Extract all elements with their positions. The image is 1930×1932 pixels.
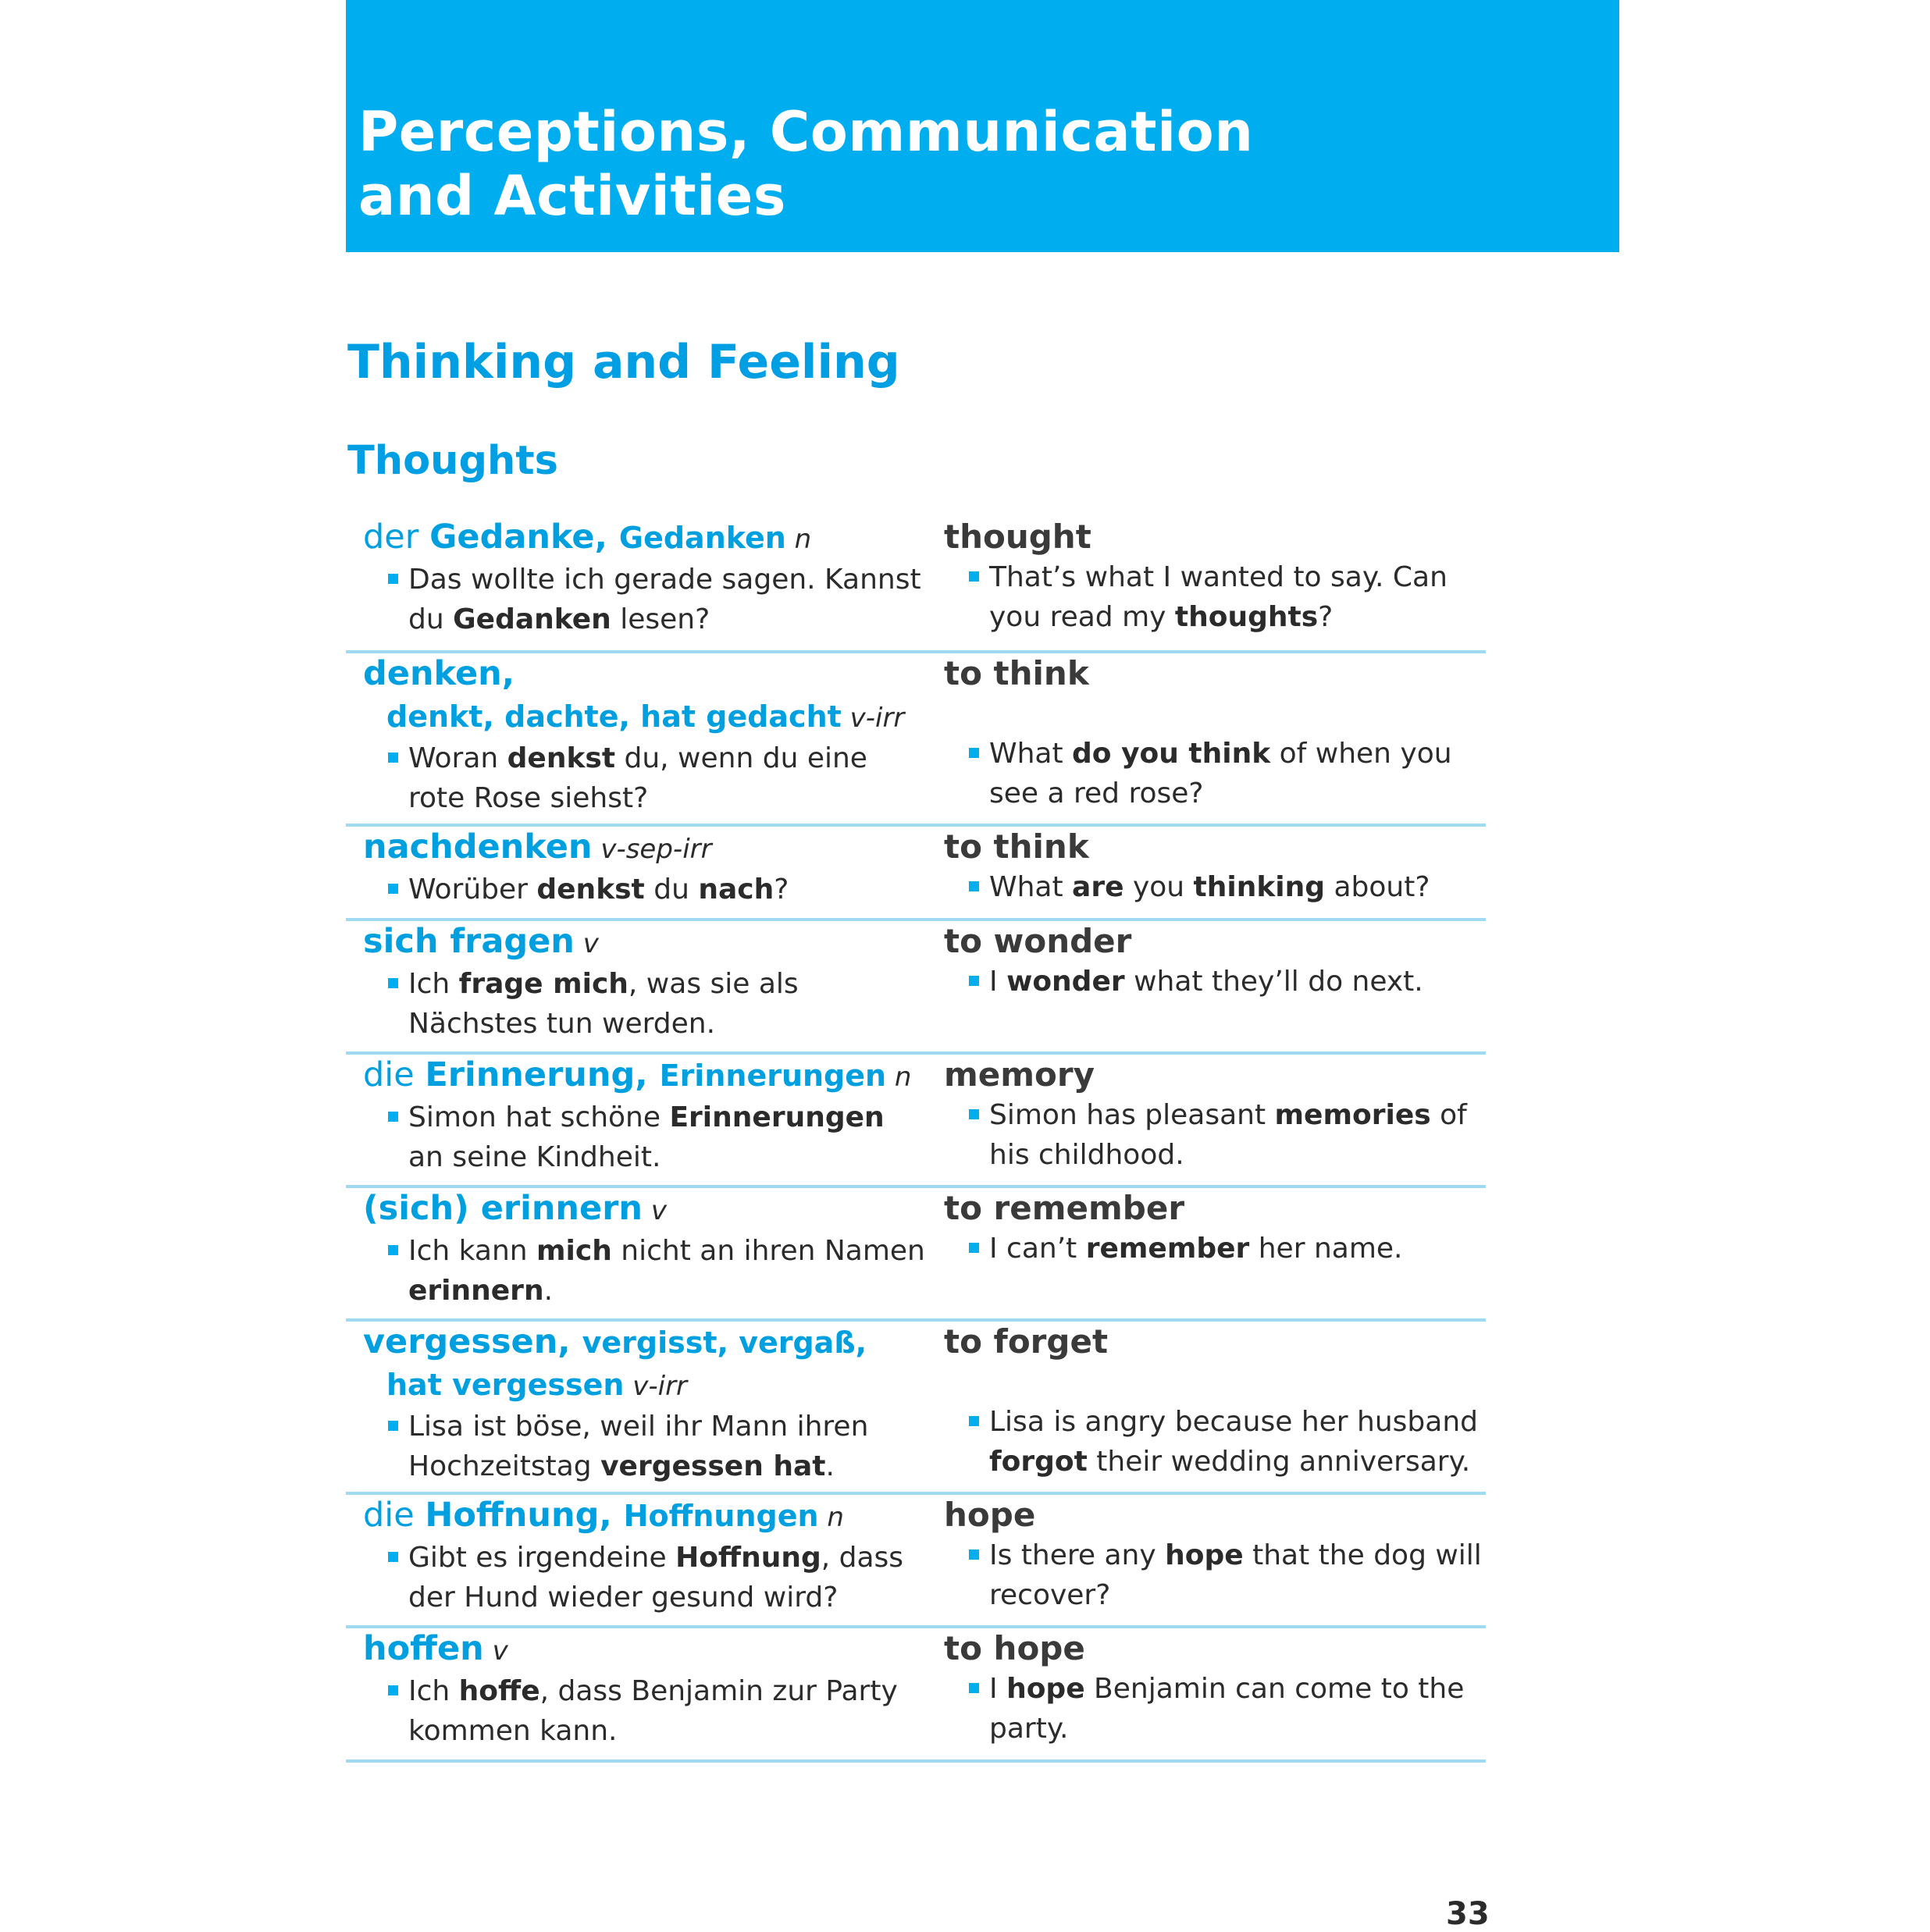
example-highlight: remember — [1085, 1233, 1250, 1265]
bullet-square-icon — [388, 884, 398, 894]
bullet-square-icon — [969, 1550, 979, 1560]
bullet-square-icon — [969, 748, 979, 758]
example-text: , dass Benjamin zur Party kommen kann. — [408, 1675, 898, 1747]
example-text: Ich — [408, 1675, 459, 1707]
english-column — [944, 921, 1486, 1002]
example-text: Simon hat schöne — [408, 1101, 670, 1133]
inflected-forms: vergisst, vergaß, — [582, 1325, 867, 1360]
chapter-title-line-2: and Activities — [358, 164, 786, 228]
example-text: ? — [1318, 601, 1334, 633]
vocab-entry — [346, 653, 1486, 827]
german-headword — [363, 517, 925, 560]
example-highlight: mich — [536, 1235, 612, 1267]
example-text: of when you see a red rose? — [989, 738, 1452, 809]
example-highlight: frage mich — [458, 968, 628, 1000]
part-of-speech: n — [818, 1502, 844, 1533]
english-translation: to remember — [944, 1189, 1185, 1227]
example-text: That’s what I wanted to say. Can you read my — [989, 561, 1448, 633]
example-text: nicht an ihren Namen — [611, 1235, 925, 1267]
subsection-title: Thoughts — [347, 438, 558, 484]
german-example — [363, 1407, 925, 1486]
page-number: 33 — [1446, 1896, 1490, 1932]
example-text: I can’t — [989, 1233, 1086, 1265]
example-text: What — [989, 738, 1073, 770]
german-headword — [363, 1628, 925, 1671]
english-example — [944, 867, 1486, 907]
german-column — [363, 1188, 925, 1311]
english-example — [944, 557, 1486, 637]
german-example — [363, 1098, 925, 1177]
german-headword — [363, 653, 925, 696]
english-column — [944, 1188, 1486, 1268]
inflected-forms: Erinnerungen — [659, 1059, 887, 1093]
example-highlight: forgot — [989, 1446, 1088, 1478]
german-column — [363, 1322, 925, 1486]
english-example — [944, 734, 1486, 813]
example-text: Worüber — [408, 873, 537, 906]
bullet-square-icon — [388, 1685, 398, 1695]
english-column — [944, 827, 1486, 907]
headword: denken, — [363, 654, 515, 693]
example-text: du, wenn du eine rote Rose siehst? — [408, 742, 867, 814]
german-headword — [363, 921, 925, 964]
example-text: Woran — [408, 742, 507, 774]
inflected-forms: Hoffnungen — [623, 1499, 819, 1533]
part-of-speech: v-irr — [841, 703, 905, 734]
example-text: du — [644, 873, 699, 906]
bullet-square-icon — [969, 976, 979, 986]
article: die — [363, 1055, 426, 1094]
chapter-title — [358, 100, 1254, 228]
german-headword — [363, 1188, 925, 1231]
german-column — [363, 653, 925, 818]
spacer — [944, 1362, 1486, 1402]
example-text: I — [989, 966, 1007, 998]
part-of-speech: v — [483, 1635, 508, 1667]
example-text: about? — [1325, 871, 1430, 903]
english-column — [944, 1628, 1486, 1749]
chapter-title-line-1: Perceptions, Communication — [358, 100, 1254, 164]
german-headword — [363, 827, 925, 870]
german-column — [363, 921, 925, 1044]
headword: vergessen, — [363, 1322, 582, 1361]
english-example — [944, 1229, 1486, 1268]
inflected-forms: hat vergessen — [386, 1368, 625, 1402]
english-translation: to forget — [944, 1322, 1109, 1361]
example-highlight: thinking — [1193, 871, 1326, 903]
inflected-forms: Gedanken — [618, 521, 786, 555]
example-text: . — [825, 1450, 835, 1482]
example-text: Gibt es irgendeine — [408, 1542, 676, 1574]
german-example — [363, 964, 925, 1044]
vocab-entry — [346, 1495, 1486, 1628]
german-column — [363, 1055, 925, 1177]
example-text: an seine Kindheit. — [408, 1141, 661, 1173]
vocab-entry — [346, 1188, 1486, 1322]
bullet-square-icon — [969, 571, 979, 582]
german-headword — [363, 1495, 925, 1538]
english-column — [944, 1055, 1486, 1175]
example-text: that the dog will recover? — [989, 1539, 1482, 1611]
vocab-entry — [346, 517, 1486, 653]
example-highlight: erinnern — [408, 1275, 544, 1307]
vocab-entry — [346, 1322, 1486, 1495]
example-text: of his childhood. — [989, 1099, 1467, 1171]
bullet-square-icon — [388, 1112, 398, 1122]
german-example — [363, 1538, 925, 1617]
german-headword — [363, 1322, 925, 1364]
english-translation: to hope — [944, 1629, 1085, 1667]
german-column — [363, 827, 925, 909]
german-headword — [363, 1055, 925, 1098]
example-text: Lisa is angry because her husband — [989, 1406, 1478, 1438]
example-text: their wedding anniversary. — [1087, 1446, 1471, 1478]
vocab-entry — [346, 827, 1486, 921]
spacer — [944, 694, 1486, 734]
chapter-banner — [346, 0, 1619, 252]
english-example — [944, 962, 1486, 1002]
headword: Erinnerung, — [425, 1055, 660, 1094]
example-highlight: Hoffnung — [675, 1542, 821, 1574]
inflected-forms: denkt, dachte, hat gedacht — [386, 699, 842, 734]
bullet-square-icon — [969, 881, 979, 891]
german-headword-continued — [363, 1364, 925, 1407]
example-text: Das wollte ich gerade sagen. Kannst du — [408, 564, 921, 635]
example-text: Benjamin can come to the party. — [989, 1673, 1465, 1745]
vocabulary-list — [346, 517, 1486, 1763]
vocab-entry — [346, 1055, 1486, 1188]
english-column — [944, 517, 1486, 637]
german-example — [363, 738, 925, 818]
headword: nachdenken — [363, 827, 593, 866]
part-of-speech: v-sep-irr — [592, 834, 712, 865]
example-text: , was sie als Nächstes tun werden. — [408, 968, 799, 1040]
headword: Gedanke, — [429, 518, 619, 557]
english-example — [944, 1669, 1486, 1749]
example-text: I — [989, 1673, 1007, 1705]
example-highlight: hope — [1165, 1539, 1244, 1571]
example-highlight: do you think — [1072, 738, 1271, 770]
bullet-square-icon — [388, 753, 398, 763]
example-text: What — [989, 871, 1073, 903]
article: der — [363, 518, 430, 557]
part-of-speech: v — [574, 928, 599, 959]
example-text: . — [543, 1275, 554, 1307]
german-example — [363, 1231, 925, 1311]
bullet-square-icon — [388, 1245, 398, 1255]
german-column — [363, 1495, 925, 1617]
example-text: Ich kann — [408, 1235, 537, 1267]
english-column — [944, 1322, 1486, 1482]
example-highlight: denkst — [507, 742, 616, 774]
section-title: Thinking and Feeling — [347, 335, 900, 390]
bullet-square-icon — [969, 1683, 979, 1693]
english-translation: to think — [944, 827, 1089, 866]
example-highlight: thoughts — [1174, 601, 1319, 633]
bullet-square-icon — [969, 1109, 979, 1119]
bullet-square-icon — [388, 978, 398, 988]
example-text: Ich — [408, 968, 459, 1000]
part-of-speech: v-irr — [624, 1371, 688, 1402]
headword: sich fragen — [363, 922, 575, 961]
bullet-square-icon — [969, 1416, 979, 1426]
english-example — [944, 1402, 1486, 1482]
english-example — [944, 1535, 1486, 1615]
english-translation: to wonder — [944, 922, 1132, 960]
english-translation: hope — [944, 1496, 1036, 1534]
example-text: ? — [774, 873, 789, 906]
example-text: what they’ll do next. — [1124, 966, 1423, 998]
example-highlight: vergessen hat — [600, 1450, 826, 1482]
english-example — [944, 1095, 1486, 1175]
headword: Hoffnung, — [425, 1496, 624, 1535]
german-example — [363, 560, 925, 639]
example-text: her name. — [1249, 1233, 1403, 1265]
example-highlight: hope — [1006, 1673, 1085, 1705]
example-text: lesen? — [611, 603, 710, 635]
headword: hoffen — [363, 1629, 484, 1668]
vocab-entry — [346, 1628, 1486, 1763]
example-highlight: nach — [698, 873, 774, 906]
example-text: , dass der Hund wieder gesund wird? — [408, 1542, 904, 1614]
bullet-square-icon — [388, 574, 398, 584]
german-column — [363, 1628, 925, 1751]
bullet-square-icon — [969, 1243, 979, 1253]
example-text: Lisa ist böse, weil ihr Mann ihren Hochzeitstag — [408, 1411, 869, 1482]
bullet-square-icon — [388, 1552, 398, 1562]
example-highlight: wonder — [1006, 966, 1125, 998]
german-example — [363, 1671, 925, 1751]
example-highlight: denkst — [536, 873, 645, 906]
article: die — [363, 1496, 426, 1535]
example-highlight: memories — [1274, 1099, 1431, 1131]
part-of-speech: v — [643, 1195, 667, 1226]
example-text: you — [1123, 871, 1194, 903]
english-column — [944, 1495, 1486, 1615]
english-translation: thought — [944, 518, 1091, 556]
german-example — [363, 870, 925, 909]
example-highlight: Gedanken — [453, 603, 611, 635]
part-of-speech: n — [785, 524, 812, 555]
english-translation: to think — [944, 654, 1089, 692]
example-text: Is there any — [989, 1539, 1166, 1571]
example-highlight: hoffe — [458, 1675, 540, 1707]
part-of-speech: n — [886, 1062, 912, 1093]
german-column — [363, 517, 925, 639]
example-highlight: Erinnerungen — [669, 1101, 885, 1133]
example-highlight: are — [1072, 871, 1124, 903]
headword: (sich) erinnern — [363, 1189, 643, 1228]
vocab-entry — [346, 921, 1486, 1055]
german-headword-continued — [363, 696, 925, 738]
example-text: Simon has pleasant — [989, 1099, 1275, 1131]
english-translation: memory — [944, 1055, 1095, 1094]
bullet-square-icon — [388, 1421, 398, 1431]
english-column — [944, 653, 1486, 813]
